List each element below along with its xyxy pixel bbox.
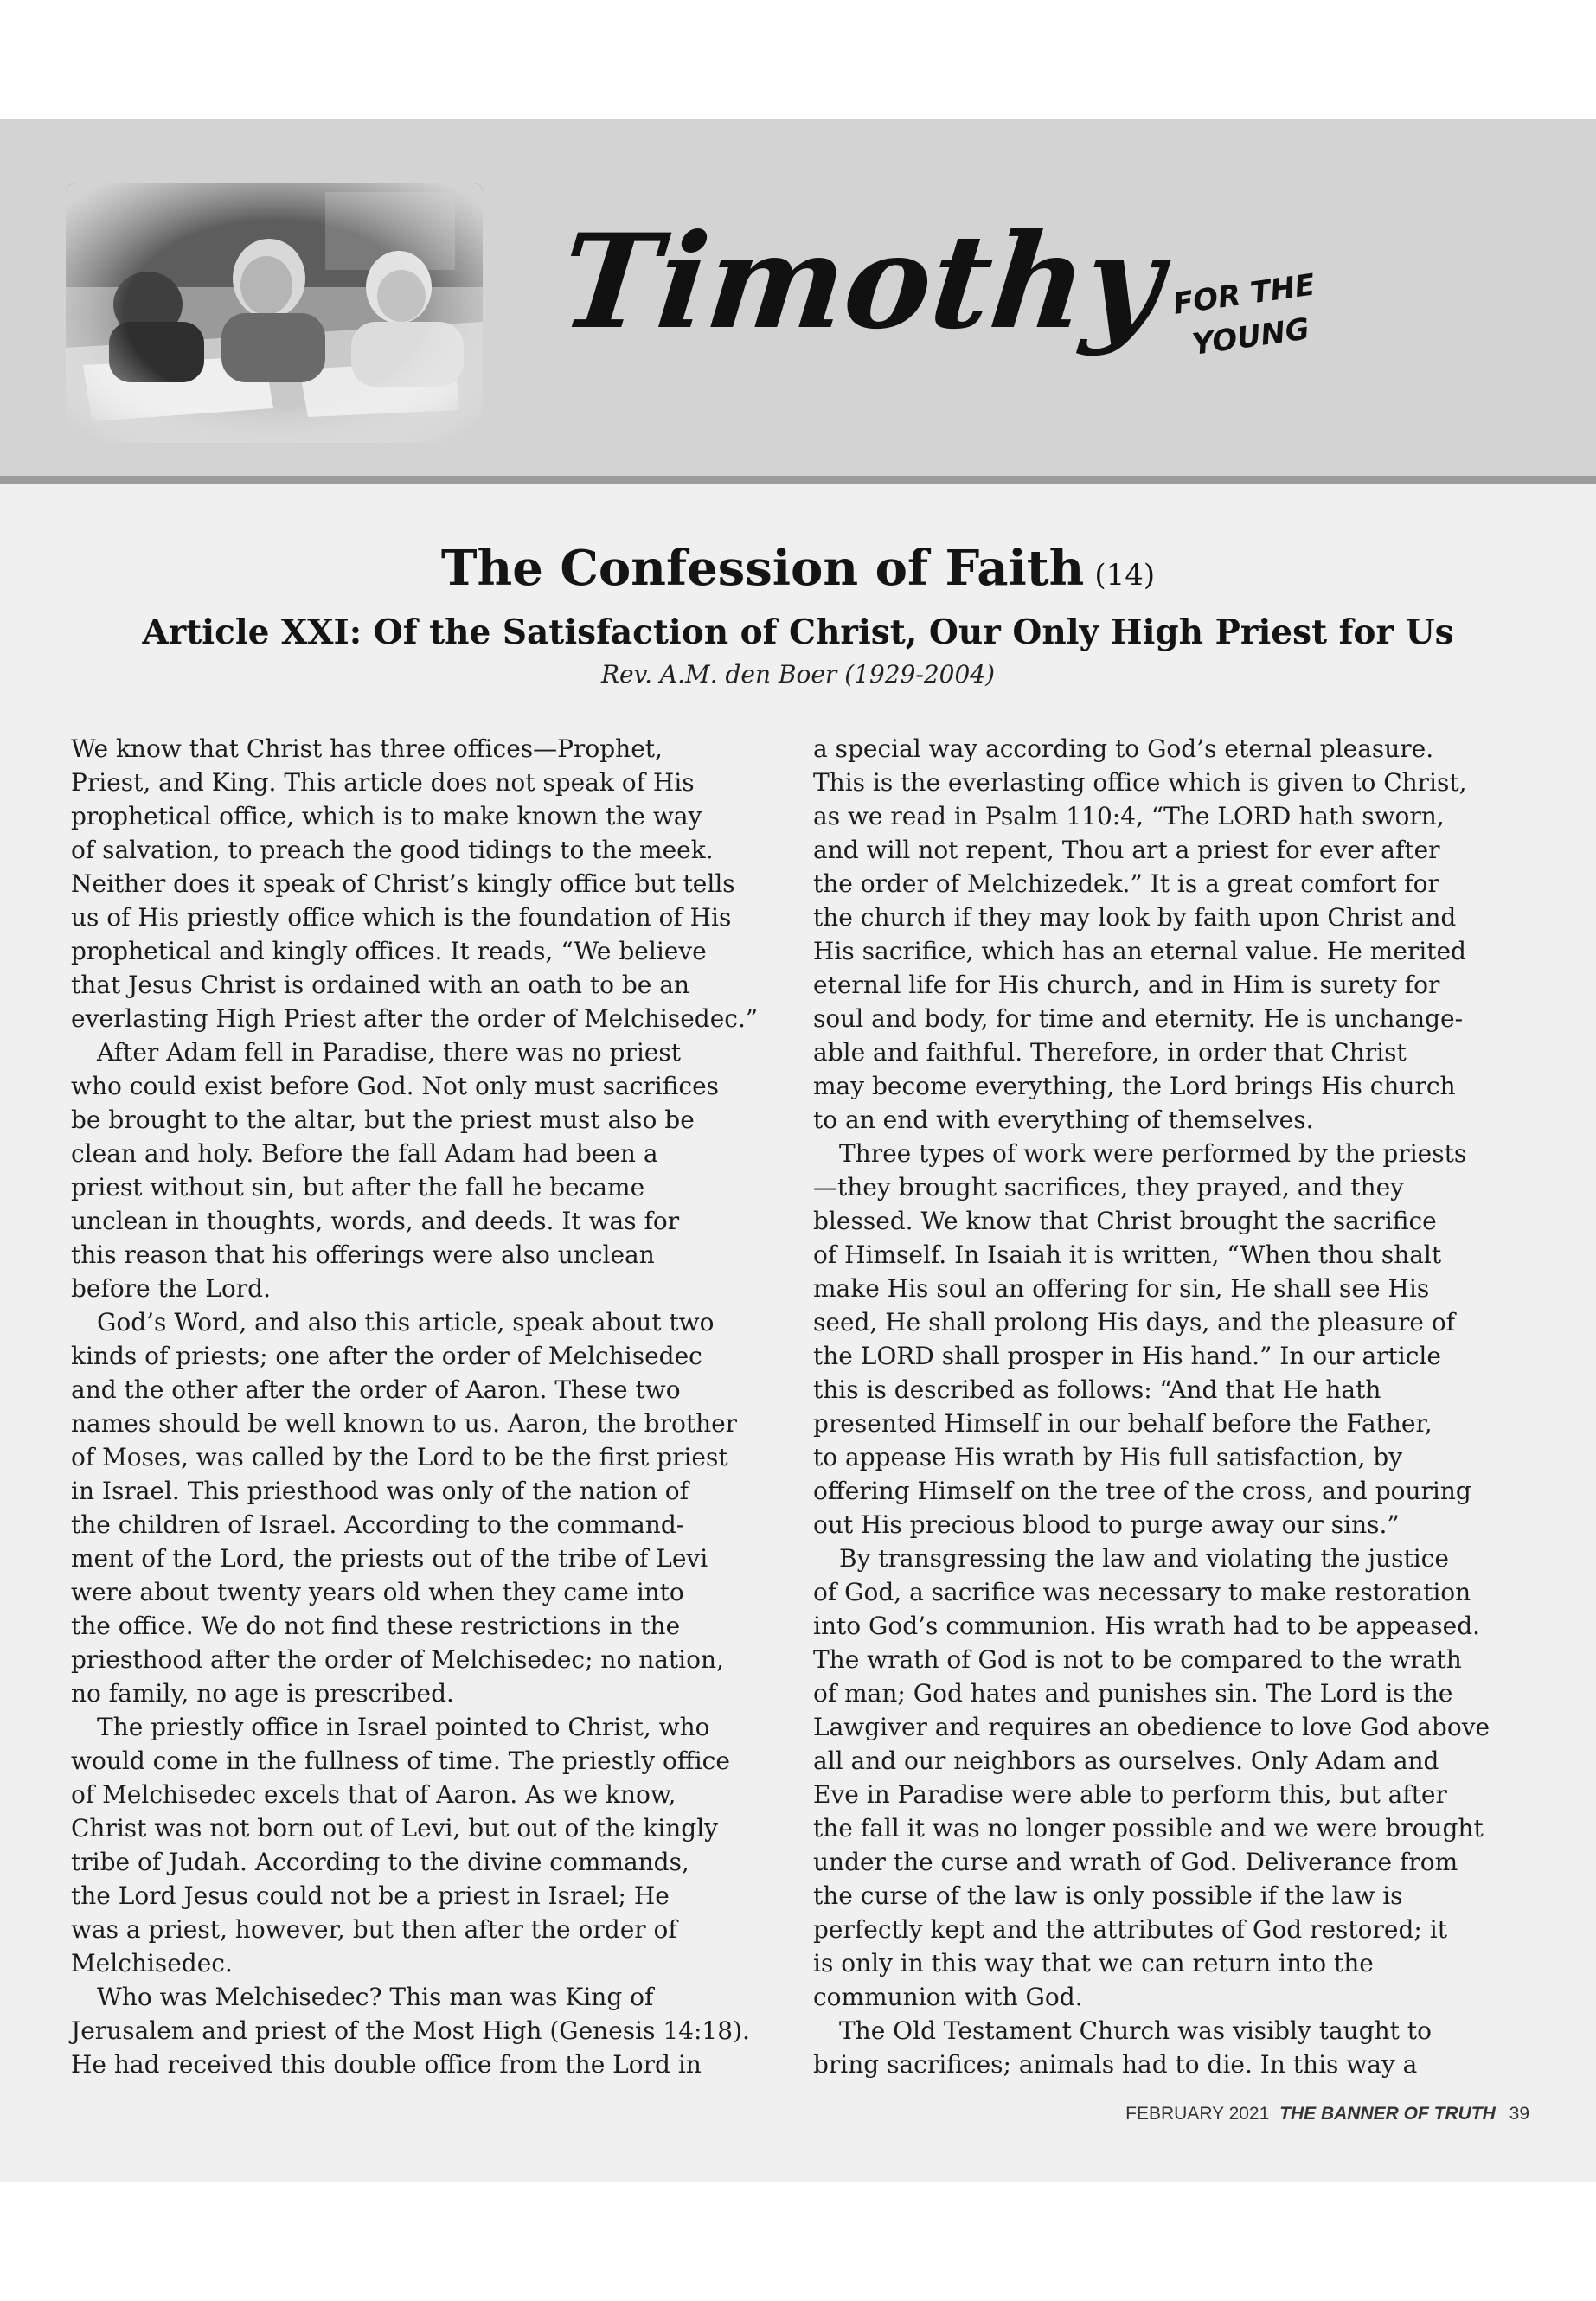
left-text-column — [71, 732, 785, 2081]
text-line: priest without sin, but after the fall he became — [71, 1173, 645, 1202]
footer-publication: THE BANNER OF TRUTH — [1279, 2104, 1496, 2124]
text-line: ment of the Lord, the priests out of the tribe of Levi — [71, 1544, 708, 1573]
text-line: We know that Christ has three offices—Prophet, — [71, 734, 663, 763]
text-line: the office. We do not find these restrictions in the — [71, 1612, 681, 1640]
text-line: prophetical office, which is to make known the way — [71, 802, 702, 830]
timothy-for-the-young-logo — [554, 197, 1349, 431]
text-line: is only in this way that we can return into the — [813, 1949, 1374, 1977]
text-line: were about twenty years old when they came into — [71, 1578, 684, 1606]
text-line: who could exist before God. Not only must sacrifices — [71, 1072, 720, 1100]
text-line: of Himself. In Isaiah it is written, “When thou shalt — [813, 1240, 1442, 1269]
text-line: offering Himself on the tree of the cross, and pouring — [813, 1477, 1471, 1505]
header-divider — [0, 476, 1596, 484]
text-line: in Israel. This priesthood was only of the nation of — [71, 1477, 689, 1505]
text-line: bring sacrifices; animals had to die. In this way a — [813, 2050, 1418, 2079]
article-heading — [0, 538, 1596, 692]
text-line: of salvation, to preach the good tidings to the meek. — [71, 836, 714, 864]
text-line: prophetical and kingly offices. It reads, “We believe — [71, 937, 707, 965]
text-line: the children of Israel. According to the command- — [71, 1510, 685, 1539]
text-line: Eve in Paradise were able to perform this, but after — [813, 1780, 1447, 1809]
text-line: the curse of the law is only possible if the law is — [813, 1881, 1403, 1910]
logo-tag-line-1: FOR THE — [1170, 267, 1317, 322]
text-line: God’s Word, and also this article, speak about two — [97, 1308, 715, 1336]
text-line: Who was Melchisedec? This man was King of — [97, 1983, 654, 2011]
text-line: make His soul an offering for sin, He shall see His — [813, 1274, 1430, 1303]
text-line: —they brought sacrifices, they prayed, and they — [813, 1173, 1404, 1202]
article-title-text: The Confession of Faith — [440, 540, 1085, 597]
text-line: The Old Testament Church was visibly taught to — [839, 2016, 1432, 2045]
text-line: Lawgiver and requires an obedience to love God above — [813, 1713, 1490, 1741]
text-line: perfectly kept and the attributes of God restored; it — [813, 1915, 1447, 1944]
text-line: of Melchisedec excels that of Aaron. As we know, — [71, 1780, 676, 1809]
text-line: soul and body, for time and eternity. He is unchange- — [813, 1004, 1464, 1033]
text-line: this is described as follows: “And that He hath — [813, 1375, 1381, 1404]
text-line: into God’s communion. His wrath had to be appeased. — [813, 1612, 1481, 1640]
text-line: blessed. We know that Christ brought the sacrifice — [813, 1207, 1437, 1235]
text-line: communion with God. — [813, 1983, 1083, 2011]
article-title — [0, 538, 1596, 606]
text-line: Christ was not born out of Levi, but out of the kingly — [71, 1814, 718, 1843]
text-line: seed, He shall prolong His days, and the pleasure of — [813, 1308, 1456, 1336]
text-line: By transgressing the law and violating the justice — [839, 1544, 1449, 1573]
text-line: names should be well known to us. Aaron, the brother — [71, 1409, 738, 1438]
text-line: This is the everlasting office which is given to Christ, — [813, 768, 1467, 797]
text-line: to an end with everything of themselves. — [813, 1106, 1314, 1134]
article-author: Rev. A.M. den Boer (1929-2004) — [600, 660, 996, 689]
text-line: His sacrifice, which has an eternal value. He merited — [813, 937, 1466, 965]
text-line: After Adam fell in Paradise, there was no priest — [97, 1038, 681, 1067]
footer-page-number: 39 — [1509, 2104, 1529, 2124]
text-line: the LORD shall prosper in His hand.” In our article — [813, 1342, 1441, 1370]
text-line: no family, no age is prescribed. — [71, 1679, 454, 1708]
text-line: presented Himself in our behalf before the Father, — [813, 1409, 1433, 1438]
text-line: to appease His wrath by His full satisfaction, by — [813, 1443, 1403, 1471]
text-line: under the curse and wrath of God. Deliverance from — [813, 1848, 1458, 1876]
text-line: be brought to the altar, but the priest must also be — [71, 1106, 695, 1134]
text-line: of man; God hates and punishes sin. The Lord is the — [813, 1679, 1453, 1708]
text-line: unclean in thoughts, words, and deeds. It was for — [71, 1207, 680, 1235]
text-line: all and our neighbors as ourselves. Only Adam and — [813, 1747, 1439, 1775]
logo-main-text: Timothy — [554, 206, 1170, 358]
text-line: and will not repent, Thou art a priest for ever after — [813, 836, 1440, 864]
text-line: this reason that his offerings were also unclean — [71, 1240, 655, 1269]
text-line: the order of Melchizedek.” It is a great comfort for — [813, 869, 1439, 898]
footer-date: FEBRUARY 2021 — [1125, 2104, 1270, 2124]
text-line: The priestly office in Israel pointed to Christ, who — [97, 1713, 710, 1741]
text-line: out His precious blood to purge away our sins.” — [813, 1510, 1400, 1539]
text-line: would come in the fullness of time. The priestly office — [71, 1747, 730, 1775]
text-line: of Moses, was called by the Lord to be the first priest — [71, 1443, 728, 1471]
text-line: Priest, and King. This article does not speak of His — [71, 768, 695, 797]
children-writing-photo — [66, 183, 483, 443]
text-line: of God, a sacrifice was necessary to make restoration — [813, 1578, 1471, 1606]
text-line: was a priest, however, but then after the order of — [71, 1915, 677, 1944]
text-line: and the other after the order of Aaron. These two — [71, 1375, 681, 1404]
text-line: the church if they may look by faith upon Christ and — [813, 903, 1457, 932]
text-line: Melchisedec. — [71, 1949, 233, 1977]
text-line: Three types of work were performed by the priests — [839, 1139, 1467, 1168]
text-line: may become everything, the Lord brings His church — [813, 1072, 1456, 1100]
text-line: a special way according to God’s eternal pleasure. — [813, 734, 1434, 763]
text-line: before the Lord. — [71, 1274, 271, 1303]
text-line: kinds of priests; one after the order of Melchisedec — [71, 1342, 702, 1370]
text-line: clean and holy. Before the fall Adam had been a — [71, 1139, 658, 1168]
article-subtitle: Article XXI: Of the Satisfaction of Christ, Our Only High Priest for Us — [142, 612, 1454, 652]
text-line: us of His priestly office which is the foundation of His — [71, 903, 732, 932]
page-footer — [1125, 2104, 1529, 2125]
right-text-column — [813, 732, 1529, 2081]
text-line: The wrath of God is not to be compared to the wrath — [813, 1645, 1462, 1674]
text-line: as we read in Psalm 110:4, “The LORD hath sworn, — [813, 802, 1445, 830]
text-line: the fall it was no longer possible and we were brought — [813, 1814, 1484, 1843]
text-line: priesthood after the order of Melchisedec; no nation, — [71, 1645, 724, 1674]
text-line: everlasting High Priest after the order of Melchisedec.” — [71, 1004, 759, 1033]
text-line: the Lord Jesus could not be a priest in Israel; He — [71, 1881, 670, 1910]
text-line: that Jesus Christ is ordained with an oath to be an — [71, 971, 689, 999]
text-line: able and faithful. Therefore, in order that Christ — [813, 1038, 1407, 1067]
text-line: eternal life for His church, and in Him is surety for — [813, 971, 1440, 999]
text-line: Jerusalem and priest of the Most High (Genesis 14:18). — [71, 2016, 750, 2045]
text-line: He had received this double office from the Lord in — [71, 2050, 702, 2079]
article-part-number: (14) — [1094, 558, 1156, 593]
text-line: tribe of Judah. According to the divine commands, — [71, 1848, 689, 1876]
text-line: Neither does it speak of Christ’s kingly office but tells — [71, 869, 735, 898]
logo-tag-line-2: YOUNG — [1189, 311, 1312, 362]
